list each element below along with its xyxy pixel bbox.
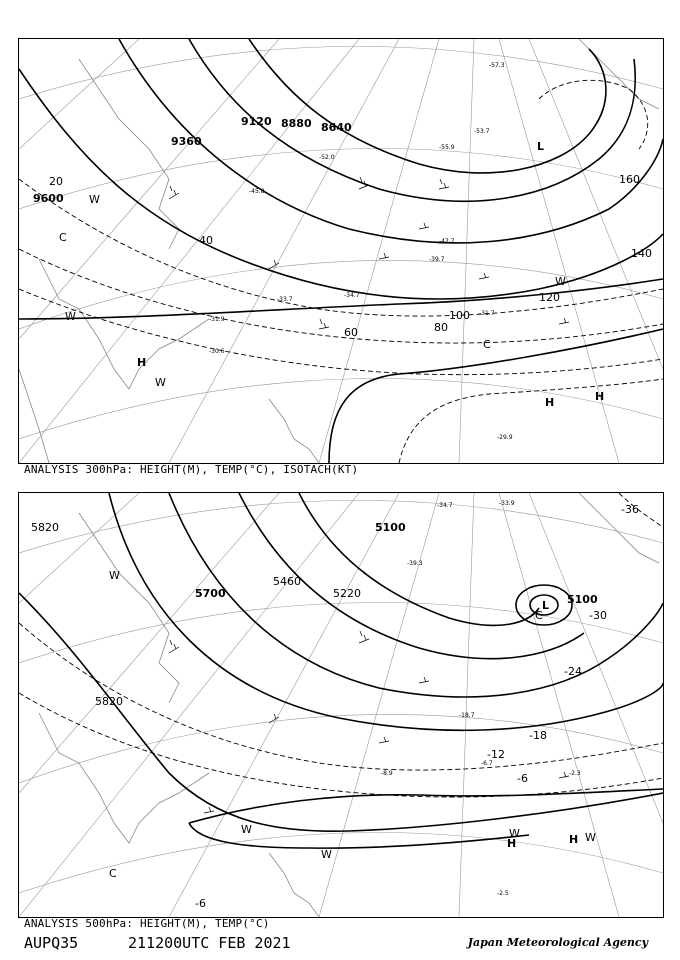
- warm-marker: W: [155, 376, 166, 389]
- temp-label: -30: [589, 609, 607, 622]
- warm-marker: W: [241, 823, 252, 836]
- isotach-label: 160: [619, 173, 640, 186]
- temp-label: -31.7: [479, 310, 495, 317]
- chart-300hpa: [18, 38, 664, 464]
- cold-marker: C: [59, 231, 67, 244]
- temp-label: -18: [529, 729, 547, 742]
- height-label: 9360: [171, 135, 202, 148]
- high-marker: H: [545, 396, 555, 409]
- height-label: 5460: [273, 575, 301, 588]
- isotach-label: 140: [631, 247, 652, 260]
- temp-label: -33.7: [277, 296, 293, 303]
- temp-label: -39.3: [407, 560, 423, 567]
- warm-marker: W: [109, 569, 120, 582]
- agency-credit: Japan Meteorological Agency: [467, 936, 648, 949]
- temp-contours-500: [19, 493, 663, 797]
- temp-label: -53.7: [474, 128, 490, 135]
- low-marker: L: [542, 599, 550, 612]
- wind-barbs-300: [169, 177, 569, 329]
- warm-marker: W: [585, 831, 596, 844]
- high-marker: H: [595, 390, 605, 403]
- temp-label: -34.7: [344, 292, 360, 299]
- temp-label: -57.3: [489, 62, 505, 69]
- height-label: 9120: [241, 115, 272, 128]
- isotach-label: 80: [434, 321, 448, 334]
- isotach-label: 100: [449, 309, 470, 322]
- map-500hpa: [19, 493, 663, 917]
- height-label: 5820: [95, 695, 123, 708]
- temp-label: -6: [517, 772, 528, 785]
- cold-marker: C: [483, 338, 491, 351]
- isotach-label: 20: [49, 175, 63, 188]
- temp-label: -33.9: [499, 500, 515, 507]
- temp-label: -29.9: [497, 434, 513, 441]
- product-code: AUPQ35: [24, 934, 79, 952]
- temp-label: -45.8: [249, 188, 265, 195]
- caption-300hpa: ANALYSIS 300hPa: HEIGHT(M), TEMP(°C), ISOTACH(KT): [24, 463, 359, 476]
- coastline-300: [19, 39, 659, 463]
- height-contours-300: [19, 39, 663, 463]
- warm-marker: W: [321, 848, 332, 861]
- temp-label: -52.0: [319, 154, 335, 161]
- height-label: 5820: [31, 521, 59, 534]
- graticule-300: [19, 39, 663, 463]
- warm-marker: W: [65, 310, 76, 323]
- cold-marker: C: [535, 609, 543, 622]
- temp-label: -18.7: [459, 712, 475, 719]
- temp-label: -47.7: [439, 238, 455, 245]
- temp-label: -24: [564, 665, 582, 678]
- temp-label: -31.9: [209, 316, 225, 323]
- temp-label: -55.9: [439, 144, 455, 151]
- temp-label: -2.3: [569, 770, 581, 777]
- temp-label: -6: [195, 897, 206, 910]
- isotach-label: 40: [199, 234, 213, 247]
- warm-marker: W: [555, 275, 566, 288]
- warm-marker: W: [509, 827, 520, 840]
- map-300hpa: [19, 39, 663, 463]
- temp-label: -39.7: [429, 256, 445, 263]
- high-marker: H: [507, 837, 517, 850]
- height-label: 8640: [321, 121, 352, 134]
- height-label: 5220: [333, 587, 361, 600]
- height-label: 5700: [195, 587, 226, 600]
- temp-label: -2.5: [497, 890, 509, 897]
- temp-label: -12: [487, 748, 505, 761]
- isotach-label: 120: [539, 291, 560, 304]
- height-label: 5100: [375, 521, 406, 534]
- warm-marker: W: [89, 193, 100, 206]
- valid-time: 211200UTC FEB 2021: [128, 934, 291, 952]
- caption-500hpa: ANALYSIS 500hPa: HEIGHT(M), TEMP(°C): [24, 917, 270, 930]
- temp-label: -8.9: [381, 770, 393, 777]
- isotach-label: 60: [344, 326, 358, 339]
- high-marker: H: [137, 356, 147, 369]
- cold-marker: C: [109, 867, 117, 880]
- temp-label: -30.6: [209, 348, 225, 355]
- height-label: 9600: [33, 192, 64, 205]
- high-marker: H: [569, 833, 579, 846]
- low-marker: L: [537, 140, 545, 153]
- chart-500hpa: [18, 492, 664, 918]
- temp-label: -36: [621, 503, 639, 516]
- temp-label: -6.7: [481, 760, 493, 767]
- height-label: 8880: [281, 117, 312, 130]
- temp-label: -34.7: [437, 502, 453, 509]
- height-label: 5100: [567, 593, 598, 606]
